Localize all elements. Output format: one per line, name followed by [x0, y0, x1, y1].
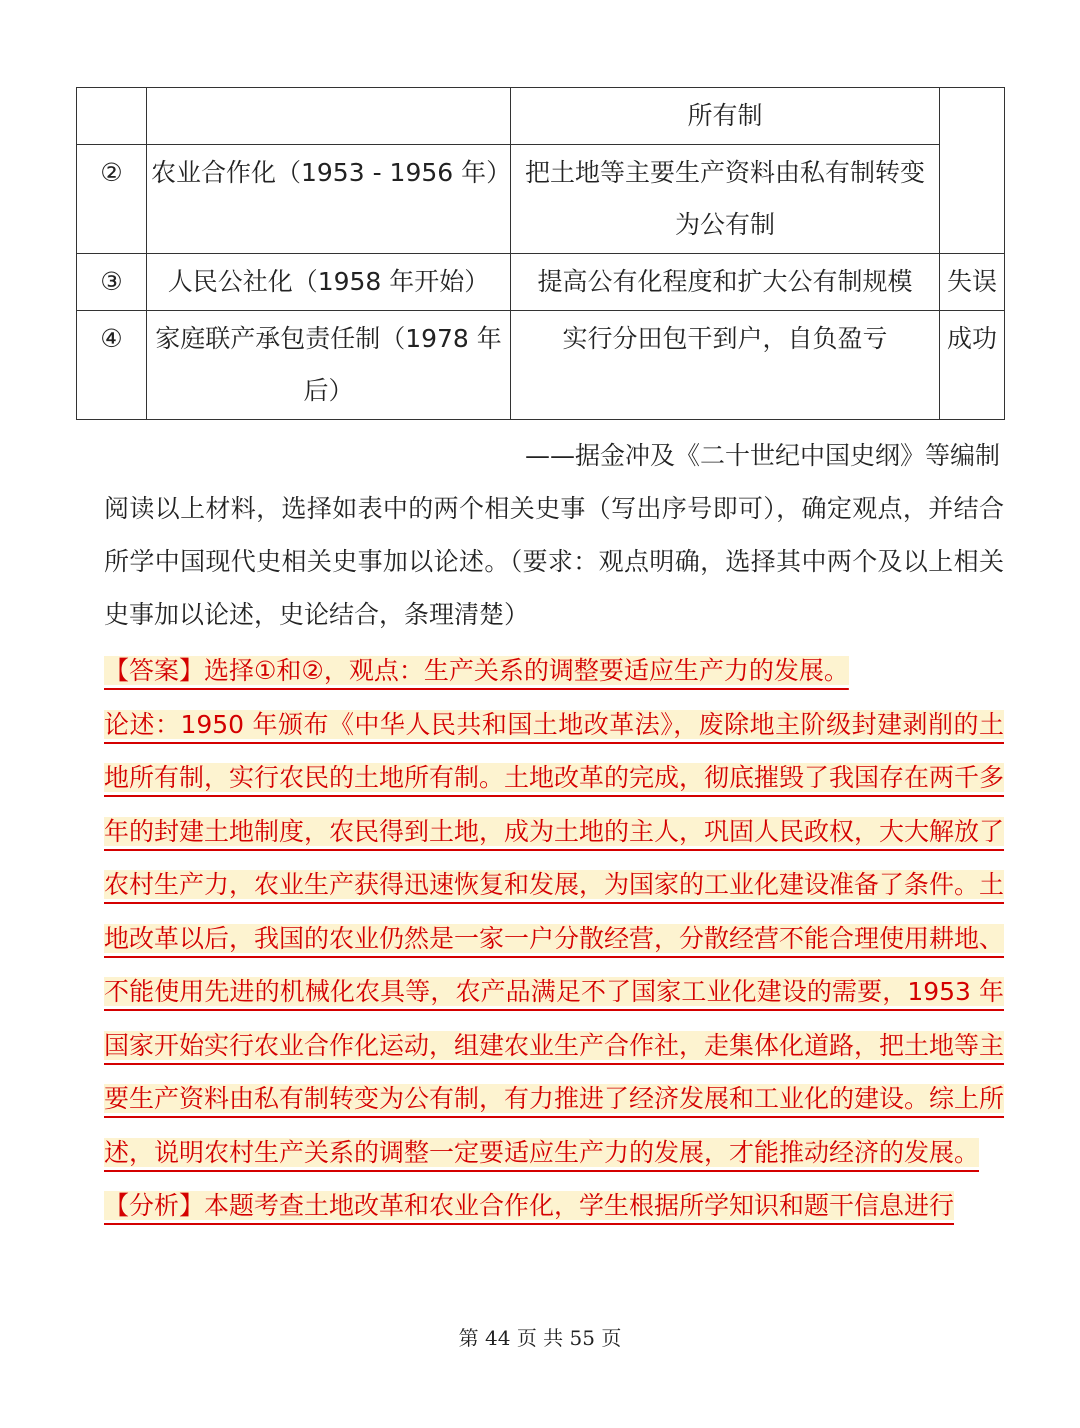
table-cell-result [940, 88, 1005, 254]
table-cell-content: 把土地等主要生产资料由私有制转变为公有制 [511, 145, 940, 254]
table-cell-content: 提高公有化程度和扩大公有制规模 [511, 254, 940, 311]
table-row [77, 254, 1005, 311]
table-cell-num: ④ [77, 311, 147, 420]
answer-viewpoint: 【答案】选择①和②，观点：生产关系的调整要适应生产力的发展。 [104, 656, 849, 685]
question-text: 阅读以上材料，选择如表中的两个相关史事（写出序号即可），确定观点，并结合所学中国现代史相关史事加以论述。（要求：观点明确，选择其中两个及以上相关史事加以论述，史论结合，条理清楚） [104, 494, 1004, 629]
table-row [77, 311, 1005, 420]
table-cell-content: 所有制 [511, 88, 940, 145]
answer-analysis: 【分析】本题考查土地改革和农业合作化，学生根据所学知识和题干信息进行 [104, 1191, 955, 1220]
table-cell-content: 实行分田包干到户，自负盈亏 [511, 311, 940, 420]
table-cell-num [77, 88, 147, 145]
table-cell-num: ② [77, 145, 147, 254]
page-number: 第 44 页 共 55 页 [458, 1326, 622, 1350]
answer-argument: 论述：1950 年颁布《中华人民共和国土地改革法》，废除地主阶级封建剥削的土地所有制，实行农民的土地所有制。土地改革的完成，彻底摧毁了我国存在两千多年的封建土地制度，农民得到土地，成为土地的主人，巩固人民政权，大大解放了农村生产力，农业生产获得迅速恢复和发展，为国家的工业化建设准备了条件。土地改革以后，我国的农业仍然是一家一户分散经营，分散经营不能合理使用耕地、不能使用先进的机械化农具等，农产品满足不了国家工业化建设的需要，1953 年国家开始实行农业合作化运动，组建农业生产合作社，走集体化道路，把土地等主要生产资料由私有制转变为公有制，有力推进了经济发展和工业化的建设。综上所述，说明农村生产关系的调整一定要适应生产力的发展，才能推动经济的发展。 [104, 709, 1005, 1167]
table-cell-event: 家庭联产承包责任制（1978 年后） [147, 311, 511, 420]
source-citation: ——据金冲及《二十世纪中国史纲》等编制 [524, 441, 1000, 470]
table-cell-num: ③ [77, 254, 147, 311]
table-row [77, 88, 1005, 145]
table-cell-event: 农业合作化（1953 - 1956 年） [147, 145, 511, 254]
table-cell-result: 失误 [940, 254, 1005, 311]
table-cell-event: 人民公社化（1958 年开始） [147, 254, 511, 311]
answer-block [104, 644, 1004, 1233]
table-row [77, 145, 1005, 254]
table-cell-result: 成功 [940, 311, 1005, 420]
table-cell-event [147, 88, 511, 145]
history-table [76, 87, 1005, 420]
